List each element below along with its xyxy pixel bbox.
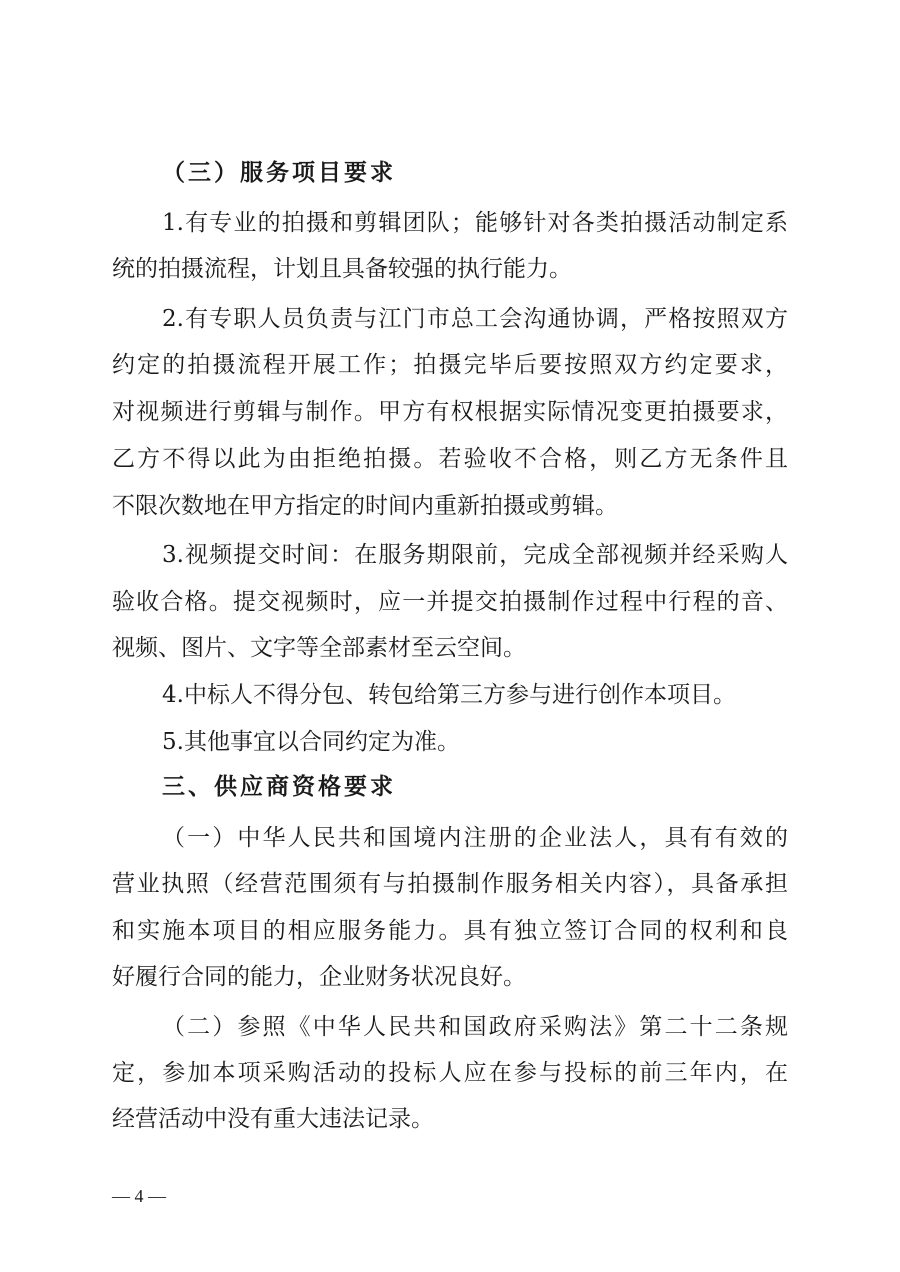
qualification-1-line-4: 好履行合同的能力，企业财务状况良好。 (112, 964, 526, 990)
item-3-line-2: 验收合格。提交视频时，应一并提交拍摄制作过程中行程的音、 (112, 589, 788, 615)
item-1-line-2: 统的拍摄流程，计划且具备较强的执行能力。 (112, 256, 572, 282)
item-2-line-1: 2.有专职人员负责与江门市总工会沟通协调，严格按照双方 (162, 306, 788, 332)
item-1-line-1: 1.有专业的拍摄和剪辑团队；能够针对各类拍摄活动制定系 (162, 210, 788, 236)
qualification-1-line-2: 营业执照（经营范围须有与拍摄制作服务相关内容），具备承担 (112, 871, 788, 897)
qualification-1-line-1: （一）中华人民共和国境内注册的企业法人，具有有效的 (162, 825, 788, 851)
item-2-line-3: 对视频进行剪辑与制作。甲方有权根据实际情况变更拍摄要求， (112, 399, 788, 425)
qualification-2-line-3: 经营活动中没有重大违法记录。 (112, 1106, 434, 1132)
item-2-line-4: 乙方不得以此为由拒绝拍摄。若验收不合格，则乙方无条件且 (112, 446, 788, 472)
page-number: — 4 — (112, 1186, 166, 1206)
item-2-line-5: 不限次数地在甲方指定的时间内重新拍摄或剪辑。 (112, 493, 618, 519)
qualification-2-line-1: （二）参照《中华人民共和国政府采购法》第二十二条规 (162, 1014, 788, 1040)
section-heading-supplier-qualifications: 三、供应商资格要求 (162, 774, 396, 800)
item-5: 5.其他事宜以合同约定为准。 (162, 729, 460, 755)
qualification-1-line-3: 和实施本项目的相应服务能力。具有独立签订合同的权利和良 (112, 918, 788, 944)
qualification-2-line-2: 定，参加本项采购活动的投标人应在参与投标的前三年内，在 (112, 1060, 788, 1086)
item-3-line-3: 视频、图片、文字等全部素材至云空间。 (112, 635, 526, 661)
item-2-line-2: 约定的拍摄流程开展工作；拍摄完毕后要按照双方约定要求， (112, 352, 788, 378)
item-3-line-1: 3.视频提交时间：在服务期限前，完成全部视频并经采购人 (162, 542, 788, 568)
item-4: 4.中标人不得分包、转包给第三方参与进行创作本项目。 (162, 682, 736, 708)
section-heading-service-requirements: （三）服务项目要求 (162, 160, 396, 186)
